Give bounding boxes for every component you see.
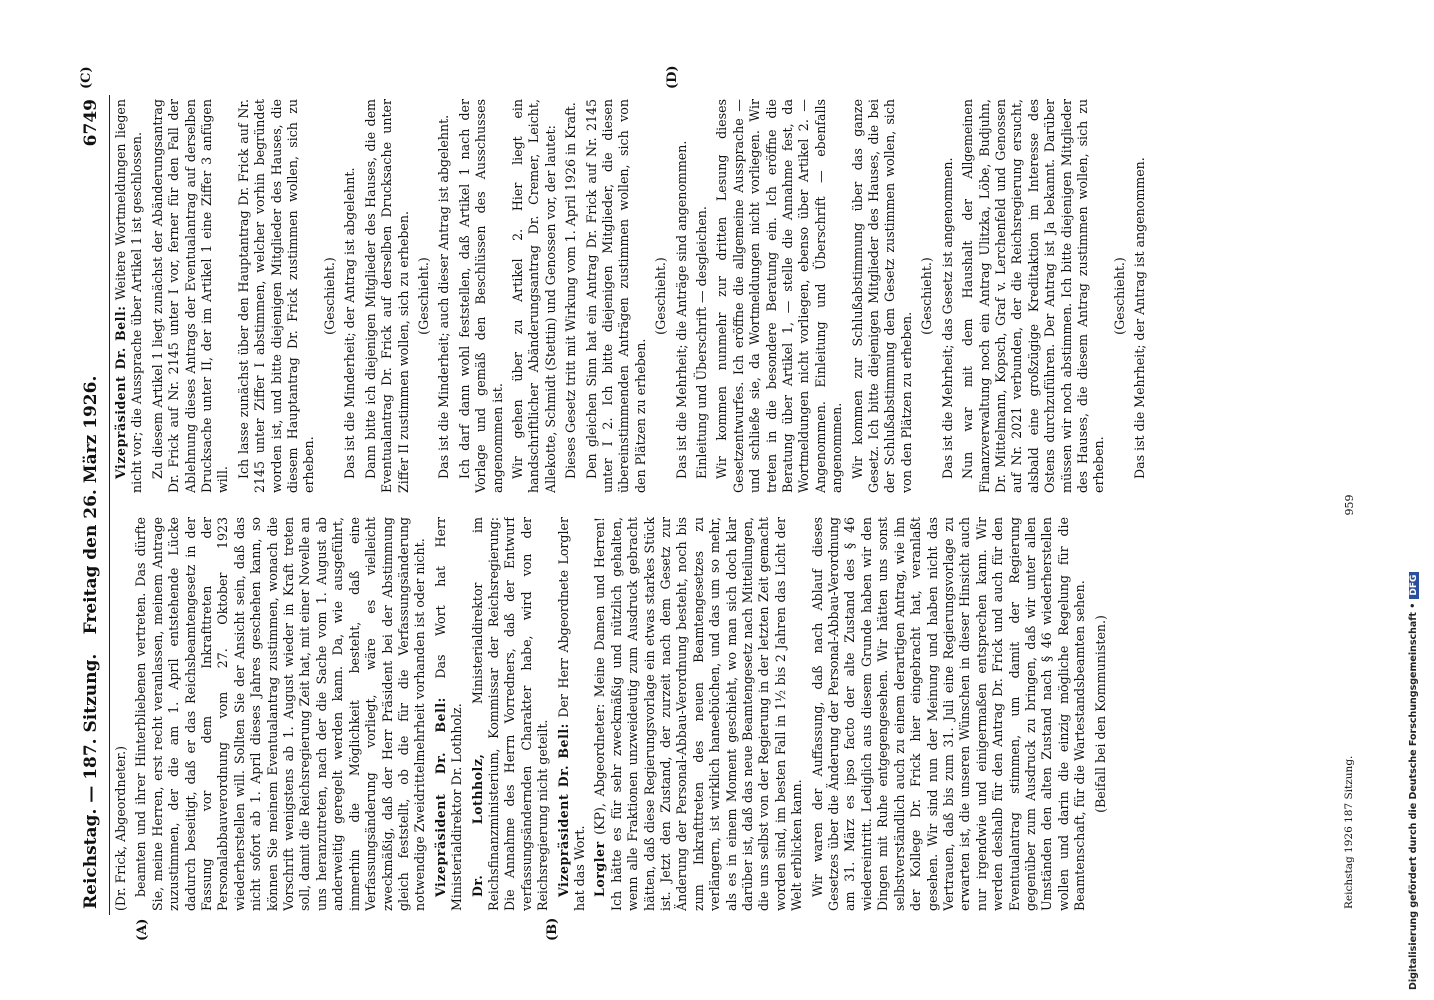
margin-mark-c: (C) [79, 66, 94, 89]
paragraph [133, 517, 428, 911]
paragraph-text: Zu diesem Artikel 1 liegt zunächst der Abänderungsantrag Dr. Frick auf Nr. 2145 unter I vor, ferner für den Fall der Ablehnung dieses Antrags der Eventualantrag auf derselben Drucksache unter II, der im Artikel 1 eine Ziffer 3 anfügen will. [149, 99, 231, 493]
paragraph-text: Das ist die Minderheit; auch dieser Antrag ist abgelehnt. [436, 114, 452, 479]
footer-signature-number: 959 [1343, 494, 1356, 516]
right-column [113, 99, 1328, 493]
paragraph [342, 99, 358, 493]
paragraph [433, 517, 466, 911]
stage-direction [322, 99, 338, 493]
stage-direction [919, 99, 935, 493]
page-number: 6749 [81, 99, 101, 147]
paragraph [363, 99, 412, 493]
paragraph-text: Das ist die Mehrheit; der Antrag ist angenommen. [1132, 157, 1148, 479]
paragraph-text: Das ist die Minderheit; der Antrag ist abgelehnt. [342, 167, 358, 479]
footer-imprint: Reichstag 1926 187 Sitzung. [1343, 755, 1355, 909]
paragraph-text: (Geschieht.) [919, 257, 935, 335]
paragraph-text: (Geschieht.) [653, 257, 669, 335]
dfg-logo: DFG [1409, 572, 1419, 599]
paragraph-text: Wir waren der Auffassung, daß nach Ablauf dieses Gesetzes über die Änderung der Personal-Abbau-Verordnung am 31. März es ipso facto der alte Zustand des § 46 wiedereintritt. Lediglich aus diesem Grunde haben wir den Dingen mit Ruhe entgegengesehen. Wir hätten uns sonst selbstverständlich auch zu einem derartigen Antrag, wie ihn der Kollege Dr. Frick hier eingebracht hat, veranlaßt gesehen. Wir sind nun der Meinung und haben nicht das Vertrauen, daß bis zum 31. Juli eine Regierungsvorlage zu erwarten ist, die unseren Wünschen in dieser Hinsicht auch nur irgendwie und einigermaßen entsprechen kann. Wir werden deshalb für den Antrag Dr. Frick und auch für den Eventualantrag stimmen, um damit der Regierung gegenüber zum Ausdruck zu bringen, daß wir unter allen Umständen den alten Zustand nach § 46 wiederherstellen wollen und darin die einzig mögliche Regelung für die Beamtenschaft, für die Wartestandsbeamten sehen. [809, 517, 1088, 911]
speaker-name: Dr. Lothholz, [469, 753, 485, 897]
paragraph [960, 99, 1108, 493]
stage-direction [653, 99, 669, 493]
paragraph [584, 99, 650, 493]
paragraph-text: beamten und ihrer Hinterbliebenen vertreten. Das dürfte Sie, meine Herren, erst recht veranlassen, meinem Antrage zuzustimmen, der die am 1. April entstehende Lücke dadurch beseitigt, daß er das Reichsbeamtengesetz in der Fassung vor dem Inkrafttreten der Personalabbauverordnung vom 27. Oktober 1923 wiederherstellen will. Sollten Sie der Ansicht sein, daß das nicht sofort ab 1. April dieses Jahres geschehen kann, so können Sie meinem Eventualantrag zustimmen, wonach die Vorschrift wenigstens ab 1. August wieder in Kraft treten soll, damit die Reichsregierung Zeit hat, mit einer Novelle an uns heranzutreten, nach der die Sache vom 1. August ab anderweitig geregelt werden kann. Da, wie ausgeführt, immerhin die Möglichkeit besteht, daß eine Verfassungsänderung vorliegt, wäre es vielleicht zweckmäßig, daß der Herr Präsident bei der Abstimmung gleich feststellt, ob die für die Verfassungsänderung notwendige Zweidrittelmehrheit vorhanden ist oder nicht. [133, 517, 428, 911]
paragraph [436, 99, 452, 493]
paragraph [694, 99, 710, 493]
paragraph-text: Dann bitte ich diejenigen Mitglieder des Hauses, die dem Eventualantrag Dr. Frick auf derselben Drucksache unter Ziffer II zustimmen wollen, sich zu erheben. [362, 99, 411, 493]
stage-direction [1093, 517, 1109, 911]
stage-direction [416, 99, 432, 493]
paragraph-text: (Geschieht.) [1111, 257, 1127, 335]
speaker-name: Vizepräsident Dr. Bell: [555, 723, 571, 897]
paragraph-text: Das ist die Mehrheit; das Gesetz ist angenommen. [939, 157, 955, 479]
paragraph-text: Ministerialdirektor im Reichsfinanzministerium, Kommissar der Reichsregierung: Die Annahme des Herrn Vorredners, daß der Entwurf verfassungsändernden Charakter habe, wird von der Reichsregierung nicht geteilt. [469, 517, 551, 911]
speaker-name: Vizepräsident Dr. Bell: [113, 305, 128, 479]
paragraph-text: Weitere Wortmeldungen liegen nicht vor; die Aussprache über Artikel 1 ist geschlossen. [113, 99, 145, 493]
paragraph-text: Wir kommen zur Schlußabstimmung über das ganze Gesetz. Ich bitte diejenigen Mitglieder des Hauses, die bei der Schlußabstimmung dem Gesetz zustimmen wollen, sich von den Plätzen zu erheben. [849, 99, 914, 493]
paragraph-text: Wir kommen nunmehr zur dritten Lesung dieses Gesetzentwurfes. Ich eröffne die allgemeine Aussprache — und schließe sie, da Wortmeldungen nicht vorliegen. Wir treten in die besondere Beratung ein. Ich eröffne die Beratung über Artikel 1, — stelle die Annahme fest, da Wortmeldungen nicht vorliegen, ebenso über Artikel 2. — Angenommen. Einleitung und Überschrift — ebenfalls angenommen. [714, 99, 845, 493]
margin-mark-b: (B) [545, 917, 560, 941]
paragraph [1132, 99, 1148, 493]
paragraph [150, 99, 232, 493]
paragraph [113, 99, 146, 493]
paragraph-text: (Dr. Frick, Abgeordneter.) [113, 745, 128, 911]
paragraph [714, 99, 845, 493]
paragraph-text: Das ist die Mehrheit; die Anträge sind angenommen. [673, 140, 689, 479]
paragraph [810, 517, 1089, 911]
document-page [75, 65, 1415, 941]
running-head-date: Freitag den 26. März 1926. [81, 375, 101, 635]
left-column [113, 517, 1328, 911]
paragraph-text: Einleitung und Überschrift — desgleichen. [694, 206, 709, 479]
paragraph-text: Ich lasse zunächst über den Hauptantrag Dr. Frick auf Nr. 2145 unter Ziffer I abstimmen, welcher vorhin begründet worden ist, und bitte diejenigen Mitglieder des Hauses, die diesem Hauptantrag Dr. Frick zustimmen wollen, sich zu erheben. [235, 99, 317, 493]
paragraph-text: Wir gehen über zu Artikel 2. Hier liegt ein handschriftlicher Abänderungsantrag Dr. Cremer, Leicht, Allekotte, Schmidt (Stettin) und Genossen vor, der lautet: [509, 99, 558, 493]
paragraph-text: Nun war mit dem Haushalt der Allgemeinen Finanzverwaltung noch ein Antrag Ulitzka, Löbe, Budjuhn, Dr. Mittelmann, Kopsch, Graf v. Lerchenfeld und Genossen auf Nr. 2021 verbunden, der die Reichsregierung ersucht, alsbald eine großzügige Kreditaktion im Interesse des Ostens durchzuführen. Der Antrag ist Ja bekannt. Darüber müssen wir noch abstimmen. Ich bitte diejenigen Mitglieder des Hauses, die diesem Antrag zustimmen wollen, sich zu erheben. [960, 99, 1107, 493]
paragraph [563, 99, 579, 493]
paragraph-text: (Geschieht.) [415, 257, 431, 335]
running-head [75, 95, 110, 915]
paragraph [236, 99, 318, 493]
paragraph-text: Den gleichen Sinn hat ein Antrag Dr. Frick auf Nr. 2145 unter I 2. Ich bitte diejenigen Mitglieder, die diesen übereinstimmenden Anträgen zustimmen wollen, sich von den Plätzen zu erheben. [583, 99, 648, 493]
paragraph [457, 99, 506, 493]
paragraph-text: (KP), Abgeordneter: Meine Damen und Herren! Ich hätte es für sehr zweckmäßig und nützlich gehalten, wenn alle Fraktionen unzweideutig zum Ausdruck gebracht hätten, daß diese Regierungsvorlage ein etwas starkes Stück ist. Jetzt den Zustand, der zurzeit nach dem Gesetz zur Änderung der Personal-Abbau-Verordnung besteht, noch bis zum Inkrafttreten des neuen Beamtengesetzes zu verlängern, ist wirklich haneebüchen, und das um so mehr, als es in einem Moment geschieht, wo man sich doch klar darüber ist, daß das neue Beamtengesetz nach Mitteilungen, die uns selbst von der Regierung in der letzten Zeit gemacht worden sind, im besten Fall in 1½ bis 2 Jahren das Licht der Welt erblicken kann. [592, 517, 805, 911]
paragraph-text: Das Wort hat Herr Ministerialdirektor Dr. Lothholz. [432, 517, 465, 911]
paragraph-text: Der Herr Abgeordnete Lorgler hat das Wort. [555, 517, 587, 911]
paragraph [674, 99, 690, 493]
stamp-text: Digitalisierung gefördert durch die Deutsche Forschungsgemeinschaft • [1408, 602, 1419, 990]
paragraph-text: Dieses Gesetz tritt mit Wirkung vom 1. April 1926 in Kraft. [563, 102, 579, 479]
dfg-digitization-stamp [1408, 50, 1432, 990]
paragraph [556, 517, 589, 911]
stage-direction [1112, 99, 1128, 493]
paragraph [850, 99, 916, 493]
paragraph-text: Ich darf dann wohl feststellen, daß Artikel 1 nach der Vorlage und gemäß den Beschlüssen des Ausschusses angenommen ist. [456, 99, 505, 493]
running-head-session: Reichstag. — 187. Sitzung. [81, 653, 101, 909]
paragraph-text: (Geschieht.) [321, 257, 337, 335]
paragraph [592, 517, 805, 911]
speaker-name: Lorgler [592, 841, 608, 897]
paragraph [510, 99, 559, 493]
paragraph [940, 99, 956, 493]
paragraph-text: (Beifall bei den Kommunisten.) [1092, 615, 1108, 813]
paragraph [113, 517, 129, 911]
margin-mark-a: (A) [135, 918, 150, 941]
margin-mark-d: (D) [665, 65, 680, 89]
paragraph [470, 517, 552, 911]
speaker-name: Vizepräsident Dr. Bell: [432, 697, 448, 897]
